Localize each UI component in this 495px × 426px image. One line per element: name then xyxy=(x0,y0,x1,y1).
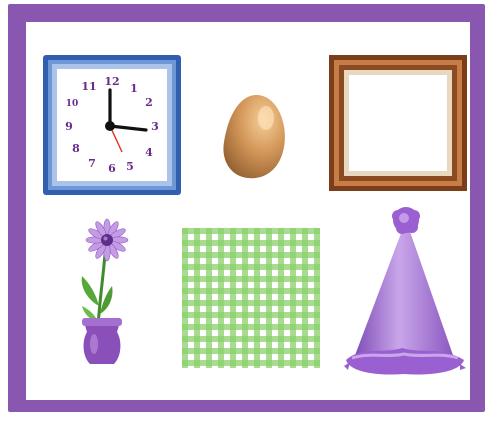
clock-numeral: 10 xyxy=(65,99,79,109)
clock-numeral: 11 xyxy=(81,80,97,93)
clock-icon xyxy=(42,54,182,196)
clock-numeral: 4 xyxy=(145,146,153,159)
clock-numeral: 12 xyxy=(104,75,120,88)
gingham-icon xyxy=(182,228,320,368)
flower-pot-icon xyxy=(70,218,132,372)
clock-numeral: 8 xyxy=(72,142,80,155)
picture-frame-icon xyxy=(328,54,468,192)
clock-numeral: 7 xyxy=(88,157,96,170)
egg-icon xyxy=(218,92,290,184)
clock-numeral: 3 xyxy=(151,120,159,133)
clock-numeral: 6 xyxy=(108,162,116,175)
clock-numeral: 1 xyxy=(130,82,138,95)
party-hat-icon xyxy=(342,206,468,378)
clock-numeral: 9 xyxy=(65,120,73,133)
clock-numeral: 5 xyxy=(126,160,134,173)
clock-numeral: 2 xyxy=(145,96,153,109)
